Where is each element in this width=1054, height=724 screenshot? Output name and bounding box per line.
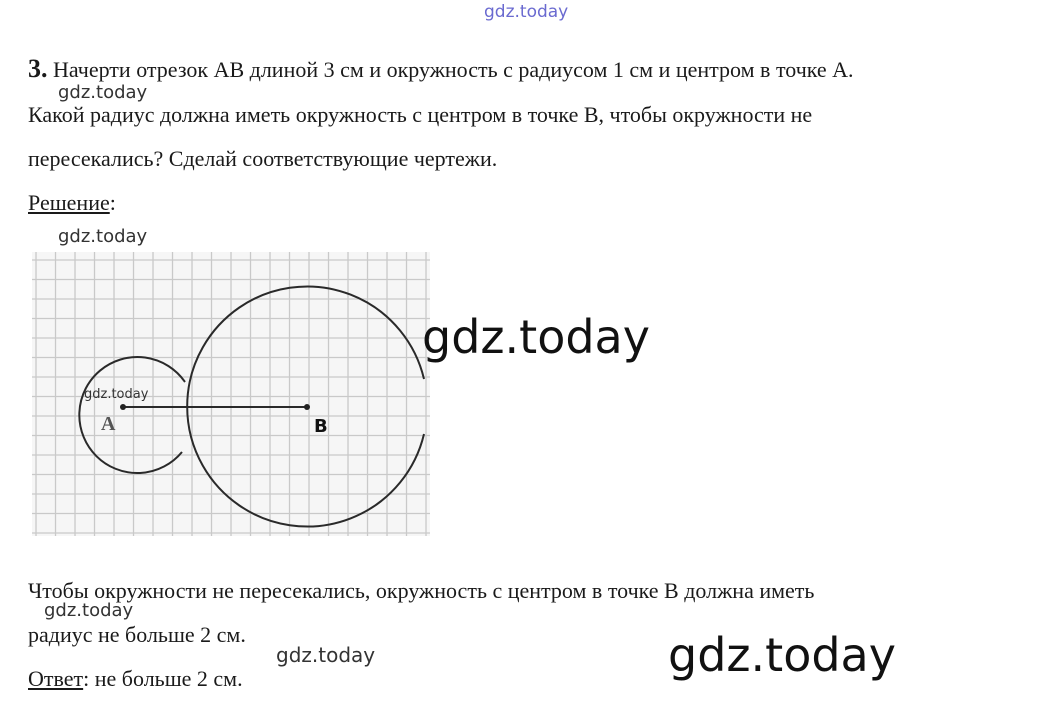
answer-line xyxy=(28,666,243,692)
task-number: 3. xyxy=(28,54,48,83)
point-b-dot xyxy=(304,404,310,410)
task-line-3: пересекались? Сделай соответствующие чертежи. xyxy=(28,146,498,171)
answer-text: : не больше 2 см. xyxy=(83,666,243,691)
task-text-1: Начерти отрезок АВ длиной 3 см и окружность с радиусом 1 см и центром в точке А. xyxy=(53,57,854,82)
watermark-3: gdz.today xyxy=(44,600,134,621)
task-line-2: Какой радиус должна иметь окружность с центром в точке В, чтобы окружности не xyxy=(28,102,813,127)
watermark-1: gdz.today xyxy=(58,82,148,103)
task-line-1 xyxy=(28,54,854,84)
watermark-2: gdz.today xyxy=(58,226,148,247)
geometry-figure xyxy=(32,252,430,536)
solution-colon: : xyxy=(109,190,116,215)
solution-label: Решение xyxy=(28,190,110,215)
solution-heading xyxy=(28,190,116,216)
watermark-small-figure: gdz.today xyxy=(84,387,149,402)
watermark-4: gdz.today xyxy=(276,643,376,667)
watermark-big-figure: gdz.today xyxy=(422,310,650,364)
label-a: A xyxy=(101,413,116,435)
conclusion-line-1: Чтобы окружности не пересекались, окружность с центром в точке В должна иметь xyxy=(28,578,815,603)
point-a-dot xyxy=(120,404,126,410)
answer-label: Ответ xyxy=(28,666,84,691)
watermark-big-bottom: gdz.today xyxy=(668,628,896,682)
label-b: B xyxy=(314,416,328,437)
conclusion-line-2: радиус не больше 2 см. xyxy=(28,622,246,647)
watermark-top: gdz.today xyxy=(484,2,569,22)
